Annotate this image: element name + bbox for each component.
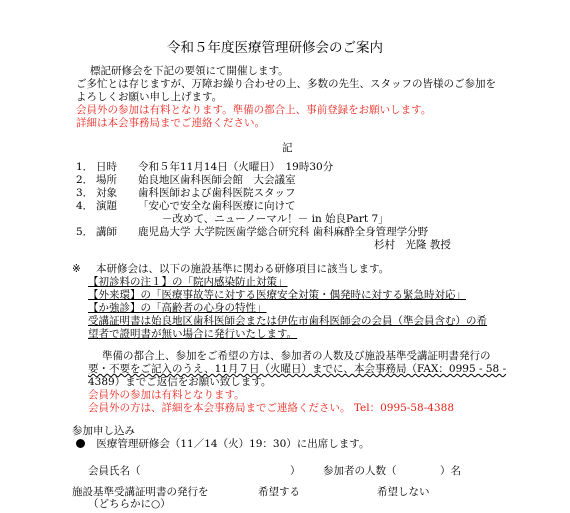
cert-note-line-2: 望者で證明書が無い場合に発行いたします。	[88, 328, 298, 340]
page-title: 令和５年度医療管理研修会のご案内	[167, 40, 383, 56]
notice-red-1: 会員外の参加は有料となります。準備の都合上、事前登録をお願いします。	[76, 104, 432, 116]
detail-value-2: 始良地区歯科医師会館 大会議室	[138, 174, 296, 186]
reply-red-2: 会員外の方は、詳細を本会事務局までご連絡ください。 Tel：0995-58-4388	[88, 402, 454, 414]
detail-label-5: 講師	[96, 226, 117, 238]
detail-num-1: 1．	[76, 161, 94, 173]
option-yes[interactable]: 希望する	[258, 486, 300, 498]
intro-line-2: ご多忙とは存じますが、万障お繰り合わせの上、多数の先生、スタッフの皆様のご参加を	[76, 78, 496, 90]
intro-line-1: 標記研修会を下記の要領にて開催します。	[90, 65, 289, 77]
participant-count-label: 参加者の人数（	[323, 465, 397, 477]
note-mark: ※	[72, 263, 81, 275]
reply-line-1: 準備の都合上、参加をご希望の方は、参加者の人数及び施設基準受講証明書発行の	[102, 350, 491, 362]
attend-text: 医療管理研修会（11／14（火）19：30）に出席します。	[96, 438, 370, 450]
reply-line-2	[88, 363, 506, 376]
note-text: 本研修会は、以下の施設基準に関わる研修項目に該当します。	[96, 263, 390, 275]
member-name-label: 会員氏名（	[88, 465, 141, 477]
option-no[interactable]: 希望しない	[377, 486, 430, 498]
detail-num-5: 5．	[76, 226, 94, 238]
cert-note-line-1: 受講証明書は始良地区歯科医師会または伊佐市歯科医師会の会員（準会員含む）の希	[88, 315, 487, 327]
detail-label-3: 対象	[96, 187, 117, 199]
detail-label-4: 演題	[96, 200, 117, 212]
detail-num-3: 3．	[76, 187, 94, 199]
note-item-1: 【初診料の注１】の「院内感染防止対策」	[88, 276, 288, 288]
reply-red-1: 会員外の参加は有料となります。	[88, 389, 245, 401]
detail-value-5-cont: 杉村 光隆 教授	[374, 239, 451, 251]
ki-label: 記	[282, 142, 293, 154]
detail-value-5: 鹿児島大学 大学院医歯学総合研究科 歯科麻酔全身管理学分野	[138, 226, 429, 238]
detail-value-3: 歯科医師および歯科医院スタッフ	[138, 187, 296, 199]
bullet-icon	[76, 439, 85, 448]
note-item-3: 【か強診】の「高齢者の心身の特性」	[88, 302, 267, 314]
intro-line-3: よろしくお願い申し上げます。	[76, 91, 223, 103]
cert-issue-label: 施設基準受講証明書の発行を	[72, 486, 209, 498]
detail-label-1: 日時	[96, 161, 117, 173]
note-item-2: 【外来環】の「医療事故等に対する医療安全対策・偶発時に対する緊急時対応」	[88, 289, 466, 301]
cert-issue-sublabel: （どちらかに○）	[88, 498, 171, 510]
detail-value-4: 「安心で安全な歯科医療に向けて	[138, 200, 296, 212]
participant-count-close: ）名	[440, 465, 461, 477]
detail-value-4-cont: －改めて、ニューノーマル！－ in 始良Part 7」	[162, 213, 389, 225]
form-heading: 参加申し込み	[72, 425, 135, 437]
detail-num-2: 2．	[76, 174, 94, 186]
reply-line-3: 4389）までご返信をお願い致します。	[88, 376, 272, 388]
notice-red-2: 詳細は本会事務局までご連絡ください。	[76, 117, 265, 129]
detail-num-4: 4．	[76, 200, 94, 212]
detail-value-1: 令和５年11月14日（火曜日） 19時30分	[138, 161, 334, 173]
attend-row	[76, 438, 369, 451]
member-name-close: ）	[290, 465, 301, 477]
detail-label-2: 場所	[96, 174, 117, 186]
reply-line-2-text: 要・不要をご記入のうえ、11月７日（火曜日）までに、本会事務局（FAX：0995 - 58 -	[88, 363, 507, 375]
